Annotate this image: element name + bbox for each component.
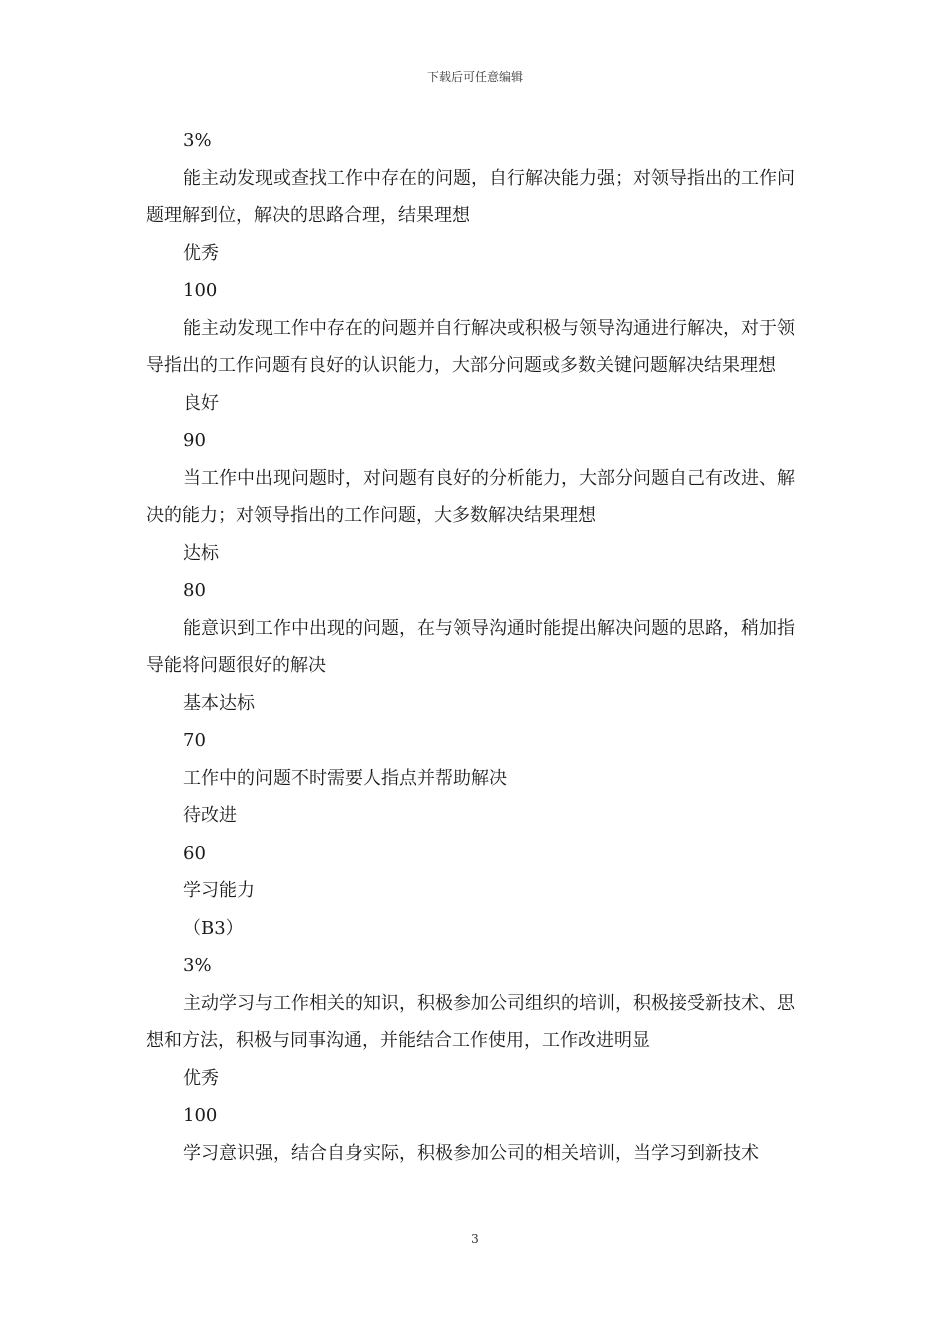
document-body: [146, 122, 810, 1172]
paragraph: 60: [183, 842, 206, 864]
paragraph: 80: [183, 580, 206, 601]
paragraph: 待改进: [183, 805, 237, 826]
paragraph: 学习意识强，结合自身实际，积极参加公司的相关培训，当学习到新技术: [183, 1142, 759, 1164]
paragraph: 70: [183, 730, 206, 751]
paragraph: 基本达标: [183, 692, 255, 714]
paragraph: 学习能力: [183, 880, 255, 901]
paragraph: 达标: [183, 542, 219, 564]
paragraph: （B3）: [183, 917, 244, 939]
paragraph: 100: [183, 280, 218, 301]
paragraph: 良好: [183, 392, 219, 414]
paragraph: 90: [183, 430, 206, 451]
paragraph: 3%: [183, 955, 212, 976]
paragraph: 工作中的问题不时需要人指点并帮助解决: [183, 767, 507, 789]
paragraph: 能主动发现工作中存在的问题并自行解决或积极与领导沟通进行解决，对于领导指出的工作问题有良好的认识能力，大部分问题或多数关键问题解决结果理想: [146, 317, 795, 376]
page-number: 3: [471, 1232, 479, 1246]
paragraph: 优秀: [183, 242, 219, 264]
paragraph: 100: [183, 1105, 218, 1126]
page-header: 下载后可任意编辑: [426, 70, 523, 84]
paragraph: 主动学习与工作相关的知识，积极参加公司组织的培训，积极接受新技术、思想和方法，积极与同事沟通，并能结合工作使用，工作改进明显: [146, 992, 795, 1051]
paragraph: 3%: [183, 130, 212, 151]
paragraph: 优秀: [183, 1067, 219, 1089]
paragraph: 当工作中出现问题时，对问题有良好的分析能力，大部分问题自己有改进、解决的能力；对领导指出的工作问题，大多数解决结果理想: [146, 467, 795, 526]
paragraph: 能意识到工作中出现的问题，在与领导沟通时能提出解决问题的思路，稍加指导能将问题很好的解决: [146, 617, 795, 676]
paragraph: 能主动发现或查找工作中存在的问题，自行解决能力强；对领导指出的工作问题理解到位，解决的思路合理，结果理想: [146, 167, 795, 226]
